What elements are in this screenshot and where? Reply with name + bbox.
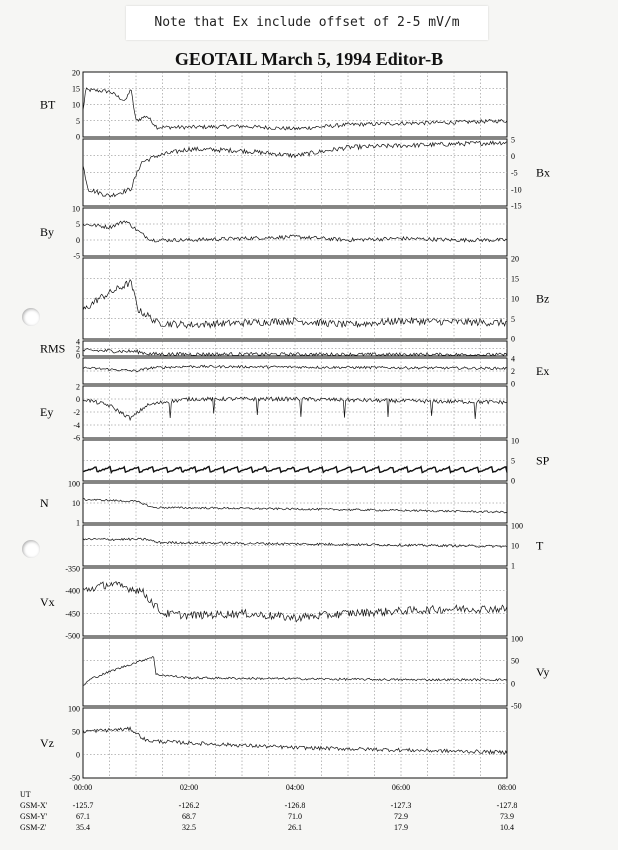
ytick-bx-0: 5 — [511, 135, 515, 145]
ytick-rms-0: 4 — [76, 337, 80, 347]
panel-label-vx: Vx — [40, 595, 55, 609]
ytick-bt-0: 20 — [72, 68, 80, 78]
ytick-sp-1: 5 — [511, 456, 515, 466]
panel-label-bz: Bz — [536, 291, 550, 306]
panel-label-t: T — [536, 538, 544, 553]
orbit-y-0: 67.1 — [76, 812, 90, 821]
ytick-by-2: 0 — [76, 236, 80, 245]
ytick-bt-1: 15 — [72, 84, 80, 94]
xtick-1: 02:00 — [179, 783, 199, 792]
ytick-ey-2: -2 — [73, 408, 80, 417]
orbit-z-2: 26.1 — [288, 823, 302, 832]
ytick-rms-2: 0 — [76, 351, 80, 361]
ytick-ex-2: 0 — [511, 379, 515, 389]
panel-frame-vy — [83, 638, 507, 706]
orbit-x-3: -127.3 — [390, 801, 412, 810]
orbit-y-3: 72.9 — [394, 812, 408, 821]
orbit-x-1: -126.2 — [178, 801, 200, 810]
ytick-vx-0: -350 — [65, 564, 80, 574]
panel-label-vz: Vz — [40, 736, 54, 750]
orbit-y-2: 71.0 — [288, 812, 302, 821]
ytick-vy-2: 0 — [511, 679, 515, 689]
ytick-ey-3: -4 — [73, 421, 80, 430]
panel-label-vy: Vy — [536, 665, 550, 679]
ytick-vy-1: 50 — [511, 656, 519, 666]
ytick-t-1: 10 — [511, 541, 519, 551]
ytick-vz-2: 0 — [76, 750, 80, 760]
ytick-ey-1: 0 — [76, 395, 80, 404]
ytick-bt-4: 0 — [76, 132, 80, 142]
ytick-n-0: 100 — [68, 479, 80, 489]
ytick-ey-0: 2 — [76, 382, 80, 392]
orbit-y-1: 68.7 — [182, 812, 196, 821]
orbit-label-ut: UT — [20, 790, 31, 799]
ytick-bx-2: -5 — [511, 168, 518, 178]
ytick-by-0: 10 — [72, 204, 80, 214]
panel-label-ex: Ex — [536, 364, 550, 378]
ytick-vx-3: -500 — [65, 631, 80, 641]
orbit-x-4: -127.8 — [496, 801, 518, 810]
chart-title: GEOTAIL March 5, 1994 Editor-B — [174, 49, 444, 69]
ytick-vx-2: -450 — [65, 609, 80, 619]
ytick-vz-1: 50 — [72, 727, 80, 737]
ytick-bx-4: -15 — [511, 201, 522, 211]
ytick-t-2: 1 — [511, 561, 515, 571]
panel-frame-vx — [83, 568, 507, 636]
panel-label-bt: BT — [40, 97, 56, 112]
panel-label-rms: RMS — [40, 341, 66, 356]
panel-label-sp: SP — [536, 453, 550, 468]
ytick-bz-4: 0 — [511, 334, 515, 344]
orbit-label-gsmy: GSM-Y' — [20, 812, 48, 821]
ytick-bx-3: -10 — [511, 185, 522, 195]
xtick-4: 08:00 — [497, 783, 517, 792]
ytick-vy-3: -50 — [511, 701, 522, 711]
orbit-z-4: 10.4 — [500, 823, 514, 832]
orbit-x-0: -125.7 — [72, 801, 94, 810]
orbit-y-4: 73.9 — [500, 812, 514, 821]
orbit-z-3: 17.9 — [394, 823, 408, 832]
ytick-bz-3: 5 — [511, 314, 515, 324]
ytick-bx-1: 0 — [511, 151, 515, 161]
ytick-vx-1: -400 — [65, 586, 80, 596]
ytick-n-2: 1 — [76, 518, 80, 528]
ytick-by-3: -5 — [73, 251, 80, 261]
ytick-bz-0: 20 — [511, 254, 519, 264]
ytick-rms-1: 2 — [76, 344, 80, 354]
panel-label-bx: Bx — [536, 165, 551, 180]
ytick-vz-3: -50 — [69, 773, 80, 783]
ytick-bz-2: 10 — [511, 294, 519, 304]
ytick-sp-2: 0 — [511, 476, 515, 486]
ytick-ey-4: -6 — [73, 433, 80, 443]
orbit-label-gsmz: GSM-Z' — [20, 823, 47, 832]
ytick-by-1: 5 — [76, 220, 80, 229]
offset-note: Note that Ex include offset of 2-5 mV/m — [126, 6, 488, 40]
ytick-sp-0: 10 — [511, 436, 519, 446]
orbit-x-2: -126.8 — [284, 801, 306, 810]
xtick-2: 04:00 — [285, 783, 305, 792]
ytick-n-1: 10 — [72, 499, 80, 508]
ytick-ex-1: 2 — [511, 367, 515, 376]
orbit-z-1: 32.5 — [182, 823, 196, 832]
orbit-z-0: 35.4 — [76, 823, 90, 832]
ytick-bt-3: 5 — [76, 116, 80, 126]
ytick-bz-1: 15 — [511, 274, 519, 284]
ytick-t-0: 100 — [511, 521, 523, 531]
panel-label-n: N — [40, 496, 49, 510]
ytick-vy-0: 100 — [511, 634, 523, 644]
panel-label-by: By — [40, 225, 55, 239]
xtick-0: 00:00 — [73, 783, 93, 792]
ytick-bt-2: 10 — [72, 100, 80, 110]
panel-label-ey: Ey — [40, 405, 54, 419]
ytick-vz-0: 100 — [68, 704, 80, 714]
orbit-label-gsmx: GSM-X' — [20, 801, 48, 810]
xtick-3: 06:00 — [391, 783, 411, 792]
ytick-ex-0: 4 — [511, 354, 515, 364]
